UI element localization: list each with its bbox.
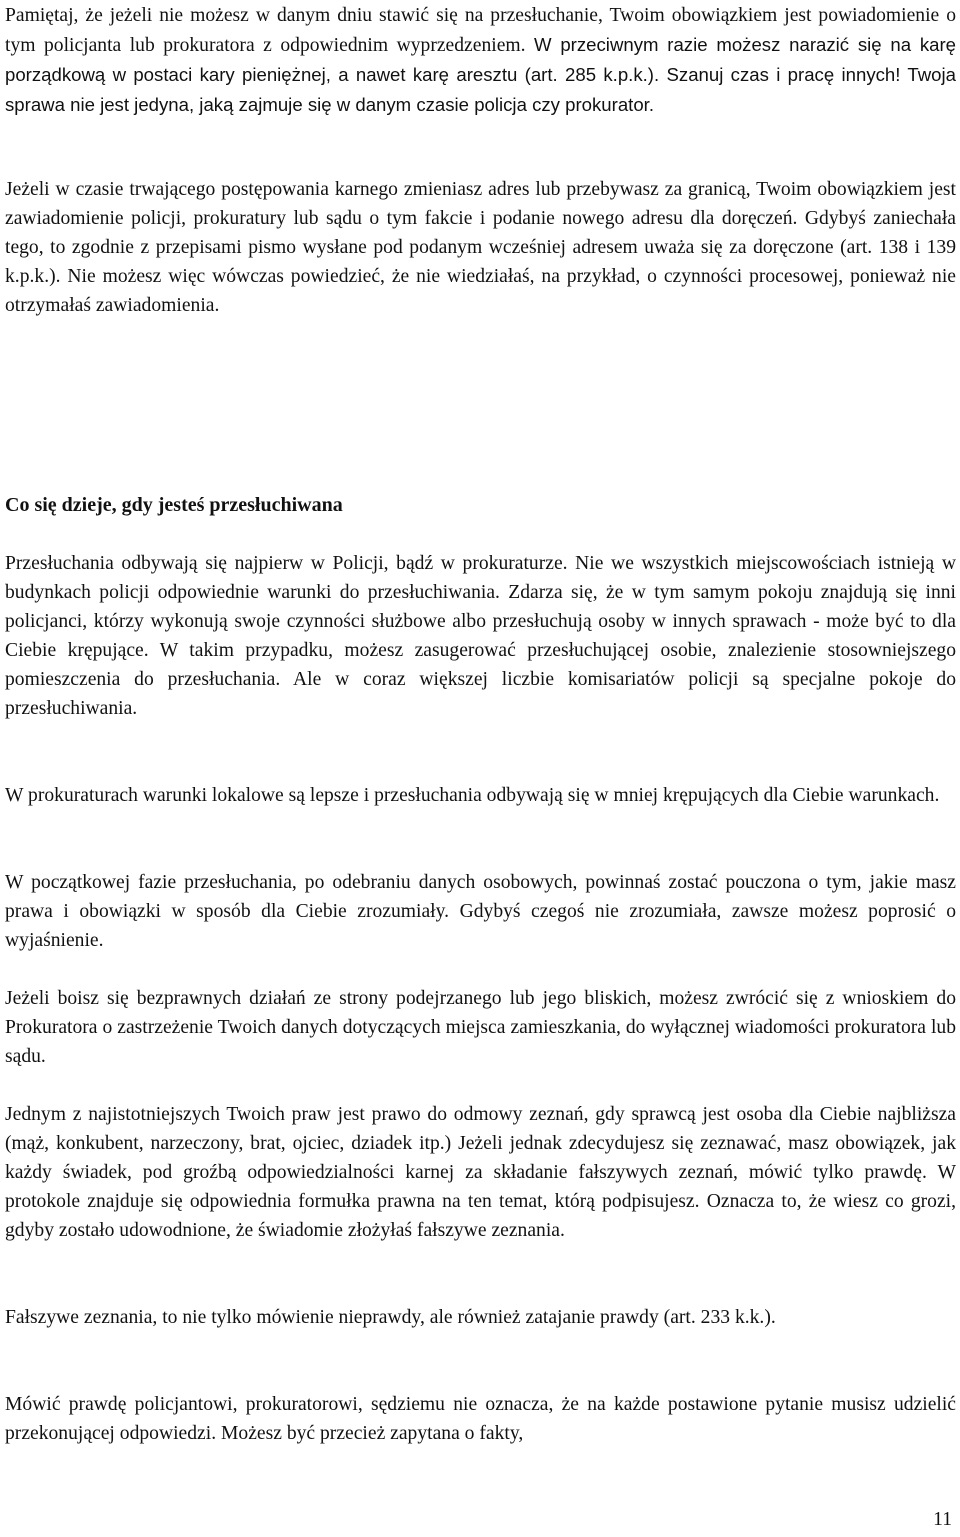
section-heading: Co się dzieje, gdy jesteś przesłuchiwana [5, 494, 343, 516]
paragraph-false-testimony: Fałszywe zeznania, to nie tylko mówienie nieprawdy, ale również zatajanie prawdy (art. 233 k.k.). [5, 1307, 776, 1328]
paragraph-telling-truth: Mówić prawdę policjantowi, prokuratorowi, sędziemu nie oznacza, że na każde postawione pytanie musisz udzielić przekonującej odpowiedzi. Możesz być przecież zapytana o fakty, [5, 1394, 956, 1444]
paragraph-segment-sans: W przeciwnym razie możesz narazić się na karę porządkową w postaci kary pieniężnej, a nawet karę aresztu (art. 285 k.p.k.). Szanuj czas i pracę innych! Twoja sprawa nie jest jedyna, jaką zajmuje się w danym czasie policja czy prokurator. [5, 34, 956, 115]
paragraph-rights-instruction: W początkowej fazie przesłuchania, po odebraniu danych osobowych, powinnaś zostać pouczona o tym, jakie masz prawa i obowiązki w sposób dla Ciebie zrozumiały. Gdybyś czegoś nie zrozumiała, zawsze możesz poprosić o wyjaśnienie. [5, 872, 956, 951]
paragraph-right-to-refuse: Jednym z najistotniejszych Twoich praw jest prawo do odmowy zeznań, gdy sprawcą jest osoba dla Ciebie najbliższa (mąż, konkubent, narzeczony, brat, ojciec, dziadek itp.) Jeżeli jednak zdecydujesz się zeznawać, masz obowiązek, jak każdy świadek, pod groźbą odpowiedzialności karnej za składanie fałszywych zeznań, mówić tylko prawdę. W protokole znajduje się odpowiednia formułka prawna na ten temat, którą podpisujesz. Oznacza to, że wiesz co grozi, gdyby zostało udowodnione, że świadomie złożyłaś fałszywe zeznania. [5, 1104, 956, 1241]
paragraph-interrogation-places: Przesłuchania odbywają się najpierw w Policji, bądź w prokuraturze. Nie we wszystkich miejscowościach istnieją w budynkach policji odpowiednie warunki do przesłuchiwania. Zdarza się, że w tym samym pokoju znajdują się inni policjanci, którzy wykonują swoje czynności służbowe albo przesłuchują osoby w innych sprawach - może być to dla Ciebie krępujące. W takim przypadku, możesz zasugerować przesłuchującej osobie, znalezienie stosowniejszego pomieszczenia do przesłuchania. Ale w coraz większej liczbie komisariatów policji są specjalne pokoje do przesłuchiwania. [5, 553, 956, 719]
paragraph-segment-serif: Pamiętaj, że jeżeli nie możesz w danym dniu stawić się na przesłuchanie, Twoim obowiązkiem jest powiadomienie o tym policjanta lub prokuratora z odpowiednim wyprzedzeniem. [5, 5, 956, 56]
paragraph-prosecutor-conditions: W prokuraturach warunki lokalowe są lepsze i przesłuchania odbywają się w mniej krępujących dla Ciebie warunkach. [5, 785, 940, 806]
paragraph-data-protection: Jeżeli boisz się bezprawnych działań ze strony podejrzanego lub jego bliskich, możesz zwrócić się z wnioskiem do Prokuratora o zastrzeżenie Twoich danych dotyczących miejsca zamieszkania, do wyłącznej wiadomości prokuratora lub sądu. [5, 988, 956, 1067]
paragraph-appearance-duty [5, 1, 956, 120]
paragraph-address-change: Jeżeli w czasie trwającego postępowania karnego zmieniasz adres lub przebywasz za granicą, Twoim obowiązkiem jest zawiadomienie policji, prokuratury lub sądu o tym fakcie i podanie nowego adresu dla doręczeń. Gdybyś zaniechała tego, to zgodnie z przepisami pismo wysłane pod podanym wcześniej adresem uważa się za doręczone (art. 138 i 139 k.p.k.). Nie możesz więc wówczas powiedzieć, że nie wiedziałaś, na przykład, o czynności procesowej, ponieważ nie otrzymałaś zawiadomienia. [5, 179, 956, 316]
page-number: 11 [933, 1509, 952, 1530]
